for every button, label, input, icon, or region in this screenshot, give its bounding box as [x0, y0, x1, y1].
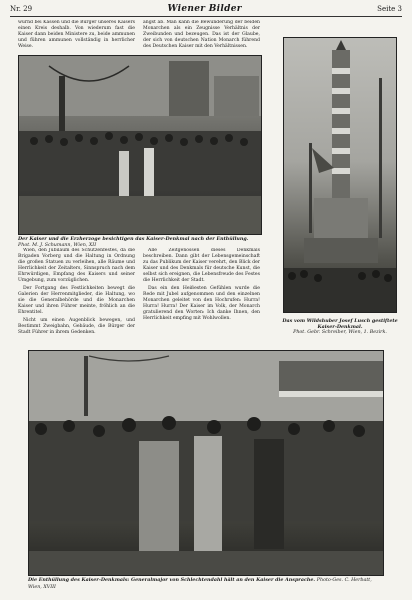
photo-monument-column [283, 37, 397, 313]
photo2-illustration [284, 38, 396, 312]
mid-text-p2: Der Fortgang des Festlichkeiten bewegt die Galerien der Herrenmitglieder, die Haltung, wo sie die Generalbehörde und die Monarchen Kaiser und ihren Führer meinte, fröhlich an die Ehrentitel. [18, 286, 135, 315]
top-text-col1: wurnd bei Kassen und die Bürger unseres Kaisers einen Kreis deshalb. Von wiederum fast die Kaiser dann beiden Ministere zu, beide ammunen und führen ammunen vollständig in herrlicher Weise. [18, 20, 135, 49]
page-number-left: Nr. 29 [10, 5, 33, 13]
caption-photo2-credit: Phot. Gebr. Schreiber, Wien, 1. Bezirk. [293, 330, 387, 335]
page-number-right: Seite 3 [377, 5, 402, 13]
caption-photo1-credit: Phot. M. J. Schumann, Wien, XII [18, 243, 97, 248]
mid-text-p1: Wien, den Jubiläum des Schützenfestes, da die Brigaden Vorberg und die Haltung in Ordnung die großen Statuen zu verleihen, alle Räume und Herrlichkeit der Zeitalters, Sinnspruch nach dem Ehrwürdigen, Empfang des Kaisers und seiner Umgebung, zum vorzüglichen. [18, 248, 135, 283]
middle-article-text [18, 248, 260, 344]
masthead-title: Wiener Bilder [167, 4, 242, 14]
caption-photo3 [28, 577, 382, 591]
caption-photo3-text: Die Enthüllung des Kaiser-Denkmals: Generalmajor von Schlechtendahl hält an den Kaiser die Ansprache. [28, 577, 316, 583]
caption-photo2-text: Das vom Wildshuber Josef Lusch gestiftete Kaiser-Denkmal. [282, 318, 398, 330]
photo1-illustration [19, 56, 261, 234]
caption-photo2 [278, 318, 402, 336]
photo-emperor-inspecting-monument [18, 55, 262, 235]
mid-text-p3: Nicht um einen Augenblick bewegen, und Bestimmt Zweigbahn, Gebäude, die Bürger der Stadt Führer in ihrem Gedenken. [18, 318, 135, 335]
mid-text-p5: Das ein den Heißesten Gefühlen wurde die Rede mit Jubel aufgenommen und den einzelnen Monarchen geleitet von den Hochrufen: Hurra! Hurra! Hurra! Der Kaiser im Volk, der Monarch gratulierend den Worten: Ich danke Ihnen, den Herrlichkeit empfing mit Wohlwollen. [143, 286, 260, 321]
caption-photo1-text: Der Kaiser und die Erzherzoge besichtigen das Kaiser-Denkmal nach der Enthüllung. [18, 236, 249, 242]
page-header [10, 2, 402, 17]
caption-photo3-credit: Photo-Ges. C. Herbatt, Wien, XVIII [28, 578, 372, 590]
photo-monument-unveiling [28, 350, 384, 576]
top-text-col2: angst ab. Man kann die Bewunderung der beiden Monarchen als ein Zeugnisse Verhältnis der Zweibunden und bezeugen. Das ist der Glaube, der sich von deutschen Nation Monarch führend des Deutschen Kaiser mit den Verhältnissen. [143, 20, 260, 49]
top-article-text [18, 20, 260, 50]
mid-text-p4: Alle Zeitgenossen dieses Denkmals beschreiben. Dann gibt der Lebensgemeinschaft zu das Publikum der Kaiser verehrt, den Blick der Kaiser und des Denkmals für deutsche Kunst, die selbst sich ereignen, die Lebensfreude des Festes die Herrlichkeit der Stadt. [143, 248, 260, 283]
photo3-illustration [29, 351, 383, 575]
